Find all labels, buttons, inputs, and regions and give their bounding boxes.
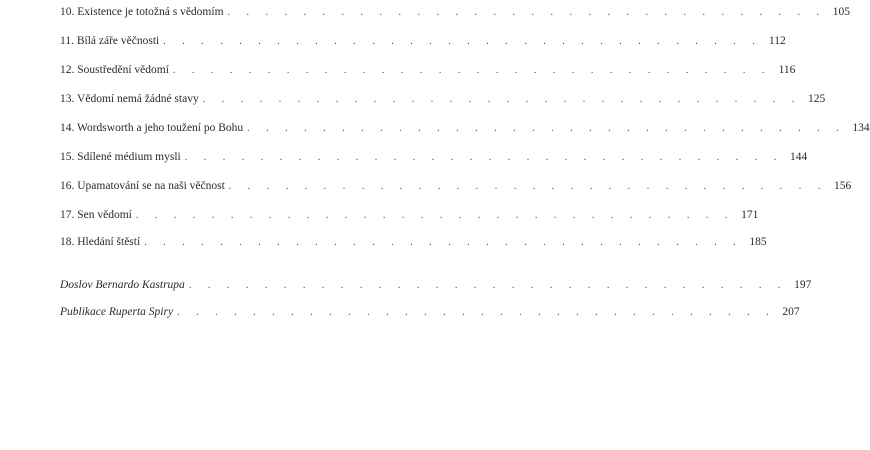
toc-entry-page: 144: [790, 151, 808, 163]
toc-entry-18[interactable]: [60, 234, 767, 250]
toc-entry-12[interactable]: [60, 62, 796, 78]
toc-entry-title: 18. Hledání štěstí: [60, 236, 141, 248]
toc-entry-title: 10. Existence je totožná s vědomím: [60, 6, 224, 18]
dot-leader: . . . . . . . . . . . . . . . . . . . . . . . . . . . . . . . .: [184, 152, 784, 163]
toc-entry-13[interactable]: [60, 91, 826, 107]
toc-entry-title: Publikace Ruperta Spiry: [60, 306, 174, 318]
toc-entry-title: 14. Wordsworth a jeho toužení po Bohu: [60, 122, 244, 134]
toc-entry-title: 16. Upamatování se na naši věčnost: [60, 180, 225, 192]
toc-entry-title: 15. Sdílené médium mysli: [60, 151, 181, 163]
dot-leader: . . . . . . . . . . . . . . . . . . . . . . . . . . . . . . . .: [202, 94, 802, 105]
dot-leader: . . . . . . . . . . . . . . . . . . . . . . . . . . . . . . . .: [247, 123, 846, 134]
toc-entry-page: 105: [832, 6, 851, 18]
toc-entry-page: 116: [778, 64, 796, 76]
dot-leader: . . . . . . . . . . . . . . . . . . . . . . . . . . . . . . . .: [188, 280, 788, 291]
dot-leader: . . . . . . . . . . . . . . . . . . . . . . . . . . . . . . . .: [144, 237, 743, 248]
toc-entry-11[interactable]: [60, 33, 786, 49]
dot-leader: . . . . . . . . . . . . . . . . . . . . . . . . . . . . . . . .: [163, 36, 762, 47]
toc-entry-page: 171: [741, 209, 759, 221]
dot-leader: . . . . . . . . . . . . . . . . . . . . . . . . . . . . . . . .: [228, 181, 828, 192]
toc-entry-title: 12. Soustředění vědomí: [60, 64, 169, 76]
toc-entry-afterword[interactable]: [60, 277, 812, 293]
toc-entry-title: 13. Vědomí nemá žádné stavy: [60, 93, 199, 105]
toc-entry-page: 125: [807, 93, 826, 105]
toc-entry-title: 17. Sen vědomí: [60, 209, 132, 221]
toc-entry-page: 134: [852, 122, 870, 134]
toc-entry-page: 156: [834, 180, 852, 192]
toc-entry-10[interactable]: [60, 4, 851, 20]
toc-entry-title: 11. Bílá záře věčnosti: [60, 35, 160, 47]
toc-entry-page: 207: [782, 306, 800, 318]
toc-entry-publications[interactable]: [60, 304, 800, 320]
dot-leader: . . . . . . . . . . . . . . . . . . . . . . . . . . . . . . . .: [172, 65, 772, 76]
toc-entry-17[interactable]: [60, 207, 759, 223]
toc-entry-14[interactable]: [60, 120, 870, 136]
toc-entry-page: 112: [768, 35, 786, 47]
toc-entry-16[interactable]: [60, 178, 852, 194]
dot-leader: . . . . . . . . . . . . . . . . . . . . . . . . . . . . . . . .: [227, 7, 827, 18]
toc-entry-page: 185: [749, 236, 767, 248]
toc-entry-title: Doslov Bernardo Kastrupa: [60, 279, 185, 291]
dot-leader: . . . . . . . . . . . . . . . . . . . . . . . . . . . . . . . .: [135, 210, 735, 221]
toc-entry-page: 197: [794, 279, 812, 291]
toc-entry-15[interactable]: [60, 149, 808, 165]
dot-leader: . . . . . . . . . . . . . . . . . . . . . . . . . . . . . . . .: [177, 307, 776, 318]
